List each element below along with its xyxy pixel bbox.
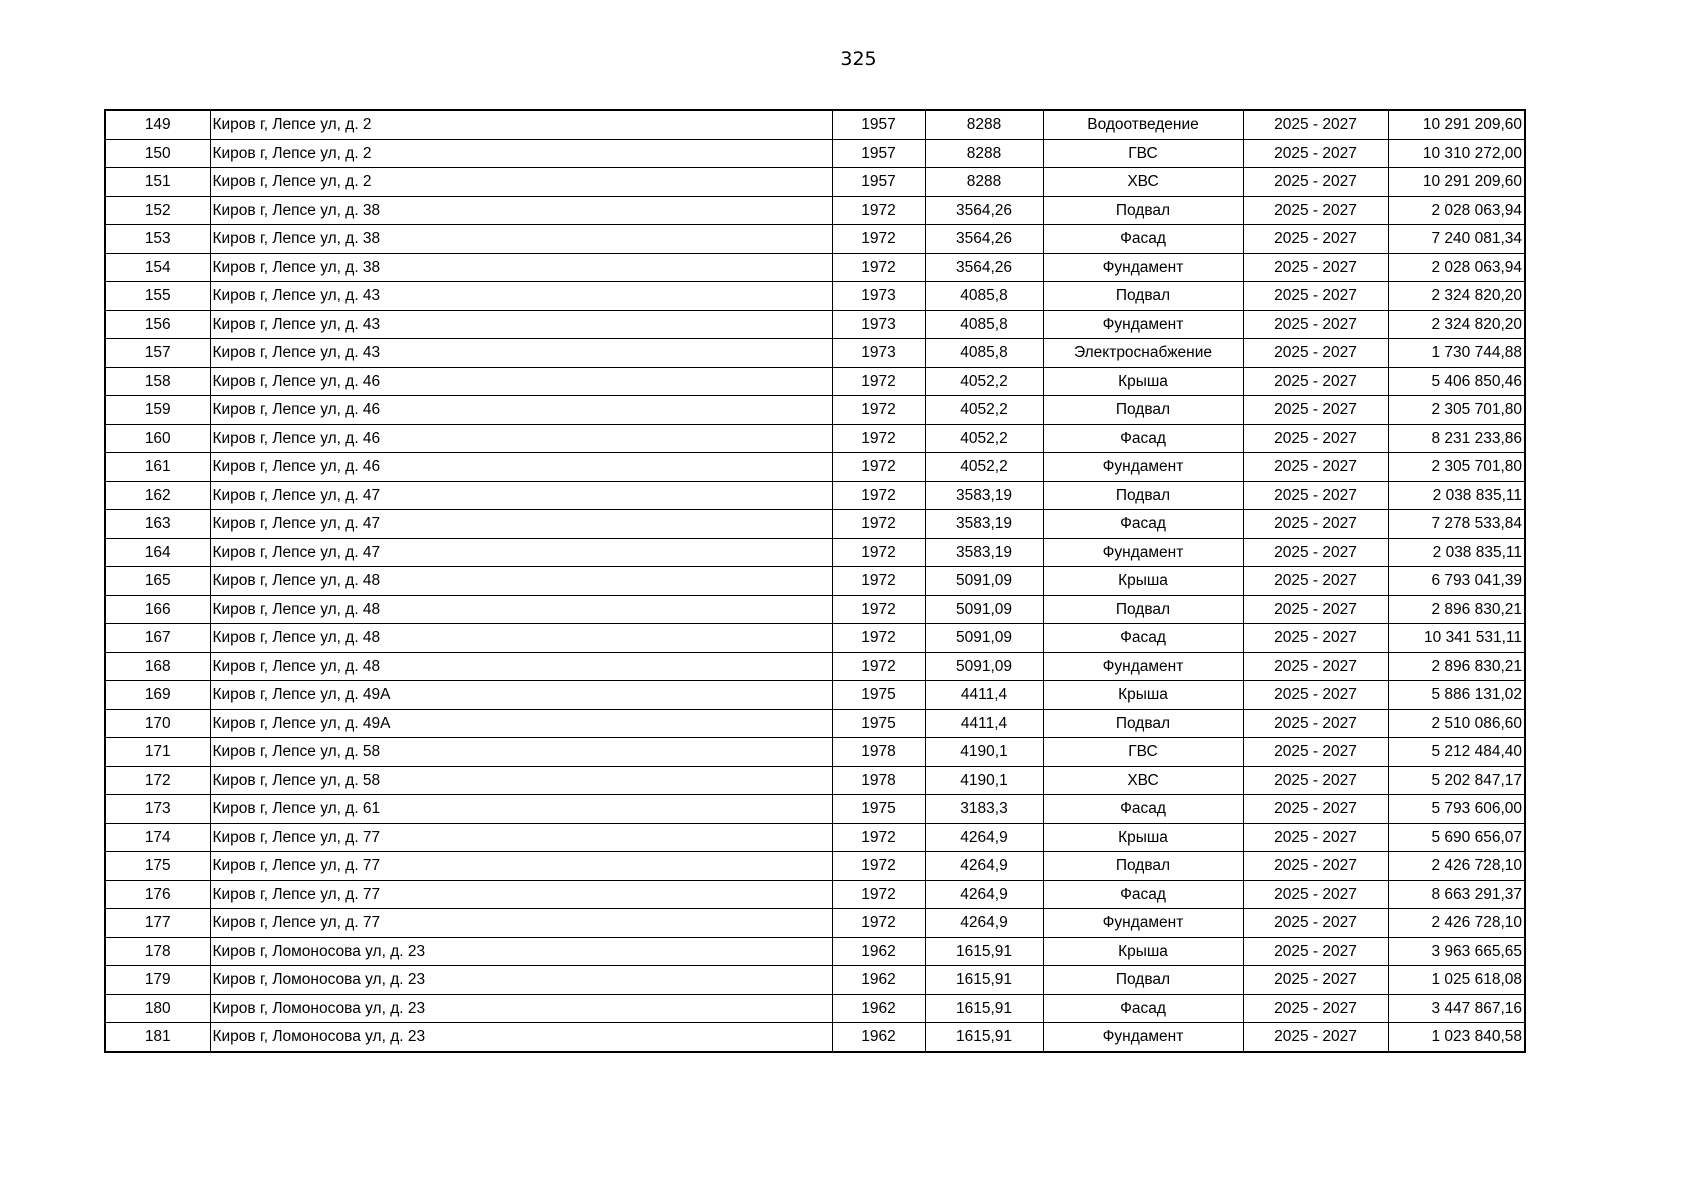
build-year-cell: 1972 xyxy=(832,595,925,624)
work-type-cell: Крыша xyxy=(1043,681,1243,710)
row-number-cell: 167 xyxy=(105,624,210,653)
address-cell: Киров г, Ломоносова ул, д. 23 xyxy=(210,1023,832,1052)
address-cell: Киров г, Ломоносова ул, д. 23 xyxy=(210,966,832,995)
table-row xyxy=(105,852,1525,881)
period-cell: 2025 - 2027 xyxy=(1243,225,1388,254)
period-cell: 2025 - 2027 xyxy=(1243,937,1388,966)
address-cell: Киров г, Лепсе ул, д. 48 xyxy=(210,624,832,653)
area-cell: 4264,9 xyxy=(925,823,1043,852)
row-number-cell: 153 xyxy=(105,225,210,254)
address-cell: Киров г, Ломоносова ул, д. 23 xyxy=(210,994,832,1023)
build-year-cell: 1972 xyxy=(832,424,925,453)
table-row xyxy=(105,253,1525,282)
work-type-cell: ХВС xyxy=(1043,766,1243,795)
area-cell: 4085,8 xyxy=(925,339,1043,368)
period-cell: 2025 - 2027 xyxy=(1243,766,1388,795)
area-cell: 4052,2 xyxy=(925,453,1043,482)
area-cell: 8288 xyxy=(925,139,1043,168)
cost-cell: 5 406 850,46 xyxy=(1388,367,1525,396)
cost-cell: 5 212 484,40 xyxy=(1388,738,1525,767)
area-cell: 4264,9 xyxy=(925,852,1043,881)
build-year-cell: 1972 xyxy=(832,453,925,482)
period-cell: 2025 - 2027 xyxy=(1243,595,1388,624)
address-cell: Киров г, Лепсе ул, д. 47 xyxy=(210,510,832,539)
table-row xyxy=(105,396,1525,425)
table-row xyxy=(105,282,1525,311)
area-cell: 4085,8 xyxy=(925,282,1043,311)
area-cell: 3564,26 xyxy=(925,225,1043,254)
row-number-cell: 169 xyxy=(105,681,210,710)
page-number: 325 xyxy=(840,48,877,70)
area-cell: 5091,09 xyxy=(925,624,1043,653)
period-cell: 2025 - 2027 xyxy=(1243,339,1388,368)
build-year-cell: 1973 xyxy=(832,282,925,311)
row-number-cell: 181 xyxy=(105,1023,210,1052)
period-cell: 2025 - 2027 xyxy=(1243,367,1388,396)
cost-cell: 1 730 744,88 xyxy=(1388,339,1525,368)
row-number-cell: 150 xyxy=(105,139,210,168)
build-year-cell: 1972 xyxy=(832,852,925,881)
row-number-cell: 168 xyxy=(105,652,210,681)
address-cell: Киров г, Лепсе ул, д. 49А xyxy=(210,709,832,738)
period-cell: 2025 - 2027 xyxy=(1243,1023,1388,1052)
address-cell: Киров г, Лепсе ул, д. 46 xyxy=(210,453,832,482)
work-type-cell: Фундамент xyxy=(1043,1023,1243,1052)
address-cell: Киров г, Лепсе ул, д. 2 xyxy=(210,110,832,139)
period-cell: 2025 - 2027 xyxy=(1243,994,1388,1023)
cost-cell: 5 886 131,02 xyxy=(1388,681,1525,710)
area-cell: 4052,2 xyxy=(925,424,1043,453)
row-number-cell: 175 xyxy=(105,852,210,881)
cost-cell: 2 305 701,80 xyxy=(1388,396,1525,425)
work-type-cell: Фундамент xyxy=(1043,652,1243,681)
table-row xyxy=(105,652,1525,681)
build-year-cell: 1972 xyxy=(832,196,925,225)
row-number-cell: 151 xyxy=(105,168,210,197)
table-row xyxy=(105,909,1525,938)
work-type-cell: Электроснабжение xyxy=(1043,339,1243,368)
work-type-cell: Фундамент xyxy=(1043,253,1243,282)
work-type-cell: Фундамент xyxy=(1043,310,1243,339)
area-cell: 4411,4 xyxy=(925,709,1043,738)
address-cell: Киров г, Лепсе ул, д. 43 xyxy=(210,339,832,368)
cost-cell: 2 324 820,20 xyxy=(1388,282,1525,311)
area-cell: 5091,09 xyxy=(925,652,1043,681)
cost-cell: 5 793 606,00 xyxy=(1388,795,1525,824)
area-cell: 1615,91 xyxy=(925,1023,1043,1052)
area-cell: 4052,2 xyxy=(925,396,1043,425)
area-cell: 3583,19 xyxy=(925,538,1043,567)
table-row xyxy=(105,880,1525,909)
area-cell: 4190,1 xyxy=(925,738,1043,767)
build-year-cell: 1975 xyxy=(832,681,925,710)
cost-cell: 8 231 233,86 xyxy=(1388,424,1525,453)
row-number-cell: 157 xyxy=(105,339,210,368)
cost-cell: 2 305 701,80 xyxy=(1388,453,1525,482)
work-type-cell: Подвал xyxy=(1043,595,1243,624)
work-type-cell: Фасад xyxy=(1043,624,1243,653)
row-number-cell: 179 xyxy=(105,966,210,995)
build-year-cell: 1957 xyxy=(832,139,925,168)
area-cell: 1615,91 xyxy=(925,937,1043,966)
build-year-cell: 1962 xyxy=(832,966,925,995)
build-year-cell: 1962 xyxy=(832,937,925,966)
work-type-cell: Подвал xyxy=(1043,396,1243,425)
period-cell: 2025 - 2027 xyxy=(1243,852,1388,881)
period-cell: 2025 - 2027 xyxy=(1243,139,1388,168)
area-cell: 3564,26 xyxy=(925,253,1043,282)
row-number-cell: 154 xyxy=(105,253,210,282)
work-type-cell: Крыша xyxy=(1043,823,1243,852)
table-row xyxy=(105,766,1525,795)
area-cell: 3583,19 xyxy=(925,481,1043,510)
area-cell: 1615,91 xyxy=(925,994,1043,1023)
cost-cell: 6 793 041,39 xyxy=(1388,567,1525,596)
period-cell: 2025 - 2027 xyxy=(1243,310,1388,339)
cost-cell: 2 324 820,20 xyxy=(1388,310,1525,339)
table-row xyxy=(105,481,1525,510)
repair-schedule-table xyxy=(104,109,1526,1053)
row-number-cell: 173 xyxy=(105,795,210,824)
period-cell: 2025 - 2027 xyxy=(1243,795,1388,824)
cost-cell: 2 028 063,94 xyxy=(1388,196,1525,225)
address-cell: Киров г, Ломоносова ул, д. 23 xyxy=(210,937,832,966)
period-cell: 2025 - 2027 xyxy=(1243,909,1388,938)
row-number-cell: 158 xyxy=(105,367,210,396)
work-type-cell: Фундамент xyxy=(1043,538,1243,567)
area-cell: 5091,09 xyxy=(925,595,1043,624)
work-type-cell: Подвал xyxy=(1043,282,1243,311)
cost-cell: 10 310 272,00 xyxy=(1388,139,1525,168)
table-row xyxy=(105,424,1525,453)
table-row xyxy=(105,510,1525,539)
table-row xyxy=(105,339,1525,368)
row-number-cell: 171 xyxy=(105,738,210,767)
area-cell: 4052,2 xyxy=(925,367,1043,396)
cost-cell: 2 896 830,21 xyxy=(1388,652,1525,681)
row-number-cell: 164 xyxy=(105,538,210,567)
row-number-cell: 162 xyxy=(105,481,210,510)
table-row xyxy=(105,567,1525,596)
cost-cell: 5 690 656,07 xyxy=(1388,823,1525,852)
work-type-cell: ГВС xyxy=(1043,738,1243,767)
table-row xyxy=(105,168,1525,197)
cost-cell: 2 028 063,94 xyxy=(1388,253,1525,282)
table-row xyxy=(105,453,1525,482)
build-year-cell: 1975 xyxy=(832,795,925,824)
address-cell: Киров г, Лепсе ул, д. 43 xyxy=(210,282,832,311)
address-cell: Киров г, Лепсе ул, д. 2 xyxy=(210,168,832,197)
work-type-cell: ХВС xyxy=(1043,168,1243,197)
address-cell: Киров г, Лепсе ул, д. 46 xyxy=(210,396,832,425)
work-type-cell: Подвал xyxy=(1043,196,1243,225)
work-type-cell: Подвал xyxy=(1043,481,1243,510)
work-type-cell: Подвал xyxy=(1043,966,1243,995)
build-year-cell: 1975 xyxy=(832,709,925,738)
address-cell: Киров г, Лепсе ул, д. 58 xyxy=(210,738,832,767)
row-number-cell: 156 xyxy=(105,310,210,339)
row-number-cell: 155 xyxy=(105,282,210,311)
row-number-cell: 165 xyxy=(105,567,210,596)
address-cell: Киров г, Лепсе ул, д. 47 xyxy=(210,481,832,510)
build-year-cell: 1972 xyxy=(832,652,925,681)
address-cell: Киров г, Лепсе ул, д. 46 xyxy=(210,424,832,453)
period-cell: 2025 - 2027 xyxy=(1243,282,1388,311)
period-cell: 2025 - 2027 xyxy=(1243,738,1388,767)
address-cell: Киров г, Лепсе ул, д. 38 xyxy=(210,196,832,225)
build-year-cell: 1972 xyxy=(832,396,925,425)
cost-cell: 10 291 209,60 xyxy=(1388,168,1525,197)
cost-cell: 2 426 728,10 xyxy=(1388,852,1525,881)
period-cell: 2025 - 2027 xyxy=(1243,481,1388,510)
cost-cell: 5 202 847,17 xyxy=(1388,766,1525,795)
period-cell: 2025 - 2027 xyxy=(1243,396,1388,425)
address-cell: Киров г, Лепсе ул, д. 48 xyxy=(210,567,832,596)
build-year-cell: 1957 xyxy=(832,168,925,197)
area-cell: 4264,9 xyxy=(925,909,1043,938)
cost-cell: 2 426 728,10 xyxy=(1388,909,1525,938)
period-cell: 2025 - 2027 xyxy=(1243,681,1388,710)
cost-cell: 1 025 618,08 xyxy=(1388,966,1525,995)
build-year-cell: 1978 xyxy=(832,738,925,767)
period-cell: 2025 - 2027 xyxy=(1243,567,1388,596)
row-number-cell: 178 xyxy=(105,937,210,966)
address-cell: Киров г, Лепсе ул, д. 77 xyxy=(210,909,832,938)
cost-cell: 8 663 291,37 xyxy=(1388,880,1525,909)
address-cell: Киров г, Лепсе ул, д. 46 xyxy=(210,367,832,396)
cost-cell: 10 341 531,11 xyxy=(1388,624,1525,653)
cost-cell: 2 510 086,60 xyxy=(1388,709,1525,738)
build-year-cell: 1972 xyxy=(832,253,925,282)
area-cell: 4190,1 xyxy=(925,766,1043,795)
cost-cell: 10 291 209,60 xyxy=(1388,110,1525,139)
period-cell: 2025 - 2027 xyxy=(1243,880,1388,909)
address-cell: Киров г, Лепсе ул, д. 43 xyxy=(210,310,832,339)
table-row xyxy=(105,367,1525,396)
period-cell: 2025 - 2027 xyxy=(1243,453,1388,482)
work-type-cell: Крыша xyxy=(1043,937,1243,966)
row-number-cell: 170 xyxy=(105,709,210,738)
area-cell: 1615,91 xyxy=(925,966,1043,995)
build-year-cell: 1972 xyxy=(832,624,925,653)
table-row xyxy=(105,310,1525,339)
area-cell: 8288 xyxy=(925,168,1043,197)
build-year-cell: 1978 xyxy=(832,766,925,795)
row-number-cell: 174 xyxy=(105,823,210,852)
row-number-cell: 176 xyxy=(105,880,210,909)
work-type-cell: Крыша xyxy=(1043,367,1243,396)
cost-cell: 1 023 840,58 xyxy=(1388,1023,1525,1052)
table-row xyxy=(105,681,1525,710)
table-row xyxy=(105,538,1525,567)
table-row xyxy=(105,139,1525,168)
period-cell: 2025 - 2027 xyxy=(1243,966,1388,995)
period-cell: 2025 - 2027 xyxy=(1243,624,1388,653)
area-cell: 5091,09 xyxy=(925,567,1043,596)
row-number-cell: 166 xyxy=(105,595,210,624)
period-cell: 2025 - 2027 xyxy=(1243,709,1388,738)
work-type-cell: Фундамент xyxy=(1043,453,1243,482)
area-cell: 4411,4 xyxy=(925,681,1043,710)
row-number-cell: 177 xyxy=(105,909,210,938)
table-row xyxy=(105,738,1525,767)
table-row xyxy=(105,795,1525,824)
address-cell: Киров г, Лепсе ул, д. 58 xyxy=(210,766,832,795)
cost-cell: 2 896 830,21 xyxy=(1388,595,1525,624)
period-cell: 2025 - 2027 xyxy=(1243,168,1388,197)
row-number-cell: 152 xyxy=(105,196,210,225)
period-cell: 2025 - 2027 xyxy=(1243,110,1388,139)
row-number-cell: 149 xyxy=(105,110,210,139)
address-cell: Киров г, Лепсе ул, д. 61 xyxy=(210,795,832,824)
address-cell: Киров г, Лепсе ул, д. 49А xyxy=(210,681,832,710)
build-year-cell: 1973 xyxy=(832,310,925,339)
build-year-cell: 1973 xyxy=(832,339,925,368)
period-cell: 2025 - 2027 xyxy=(1243,510,1388,539)
area-cell: 4264,9 xyxy=(925,880,1043,909)
row-number-cell: 180 xyxy=(105,994,210,1023)
work-type-cell: ГВС xyxy=(1043,139,1243,168)
cost-cell: 2 038 835,11 xyxy=(1388,538,1525,567)
build-year-cell: 1972 xyxy=(832,510,925,539)
table-row xyxy=(105,994,1525,1023)
row-number-cell: 160 xyxy=(105,424,210,453)
row-number-cell: 161 xyxy=(105,453,210,482)
work-type-cell: Фасад xyxy=(1043,510,1243,539)
table-row xyxy=(105,225,1525,254)
area-cell: 4085,8 xyxy=(925,310,1043,339)
row-number-cell: 163 xyxy=(105,510,210,539)
table-row xyxy=(105,937,1525,966)
address-cell: Киров г, Лепсе ул, д. 38 xyxy=(210,225,832,254)
work-type-cell: Фасад xyxy=(1043,225,1243,254)
table-row xyxy=(105,966,1525,995)
period-cell: 2025 - 2027 xyxy=(1243,652,1388,681)
build-year-cell: 1972 xyxy=(832,481,925,510)
work-type-cell: Подвал xyxy=(1043,852,1243,881)
table-body xyxy=(105,110,1525,1052)
area-cell: 8288 xyxy=(925,110,1043,139)
area-cell: 3183,3 xyxy=(925,795,1043,824)
period-cell: 2025 - 2027 xyxy=(1243,424,1388,453)
table-row xyxy=(105,624,1525,653)
work-type-cell: Фасад xyxy=(1043,424,1243,453)
work-type-cell: Фасад xyxy=(1043,880,1243,909)
table-row xyxy=(105,1023,1525,1052)
address-cell: Киров г, Лепсе ул, д. 48 xyxy=(210,652,832,681)
table-row xyxy=(105,823,1525,852)
period-cell: 2025 - 2027 xyxy=(1243,196,1388,225)
row-number-cell: 159 xyxy=(105,396,210,425)
period-cell: 2025 - 2027 xyxy=(1243,538,1388,567)
cost-cell: 7 240 081,34 xyxy=(1388,225,1525,254)
address-cell: Киров г, Лепсе ул, д. 77 xyxy=(210,823,832,852)
build-year-cell: 1957 xyxy=(832,110,925,139)
work-type-cell: Фундамент xyxy=(1043,909,1243,938)
cost-cell: 7 278 533,84 xyxy=(1388,510,1525,539)
address-cell: Киров г, Лепсе ул, д. 77 xyxy=(210,852,832,881)
build-year-cell: 1972 xyxy=(832,823,925,852)
build-year-cell: 1972 xyxy=(832,909,925,938)
area-cell: 3583,19 xyxy=(925,510,1043,539)
build-year-cell: 1972 xyxy=(832,538,925,567)
address-cell: Киров г, Лепсе ул, д. 48 xyxy=(210,595,832,624)
address-cell: Киров г, Лепсе ул, д. 77 xyxy=(210,880,832,909)
area-cell: 3564,26 xyxy=(925,196,1043,225)
build-year-cell: 1962 xyxy=(832,1023,925,1052)
build-year-cell: 1972 xyxy=(832,367,925,396)
build-year-cell: 1972 xyxy=(832,880,925,909)
work-type-cell: Фасад xyxy=(1043,795,1243,824)
row-number-cell: 172 xyxy=(105,766,210,795)
cost-cell: 3 963 665,65 xyxy=(1388,937,1525,966)
cost-cell: 3 447 867,16 xyxy=(1388,994,1525,1023)
work-type-cell: Водоотведение xyxy=(1043,110,1243,139)
build-year-cell: 1972 xyxy=(832,225,925,254)
work-type-cell: Фасад xyxy=(1043,994,1243,1023)
build-year-cell: 1972 xyxy=(832,567,925,596)
cost-cell: 2 038 835,11 xyxy=(1388,481,1525,510)
table-row xyxy=(105,709,1525,738)
period-cell: 2025 - 2027 xyxy=(1243,253,1388,282)
work-type-cell: Подвал xyxy=(1043,709,1243,738)
address-cell: Киров г, Лепсе ул, д. 47 xyxy=(210,538,832,567)
address-cell: Киров г, Лепсе ул, д. 2 xyxy=(210,139,832,168)
address-cell: Киров г, Лепсе ул, д. 38 xyxy=(210,253,832,282)
table-row xyxy=(105,595,1525,624)
work-type-cell: Крыша xyxy=(1043,567,1243,596)
table-row xyxy=(105,196,1525,225)
period-cell: 2025 - 2027 xyxy=(1243,823,1388,852)
table-row xyxy=(105,110,1525,139)
build-year-cell: 1962 xyxy=(832,994,925,1023)
